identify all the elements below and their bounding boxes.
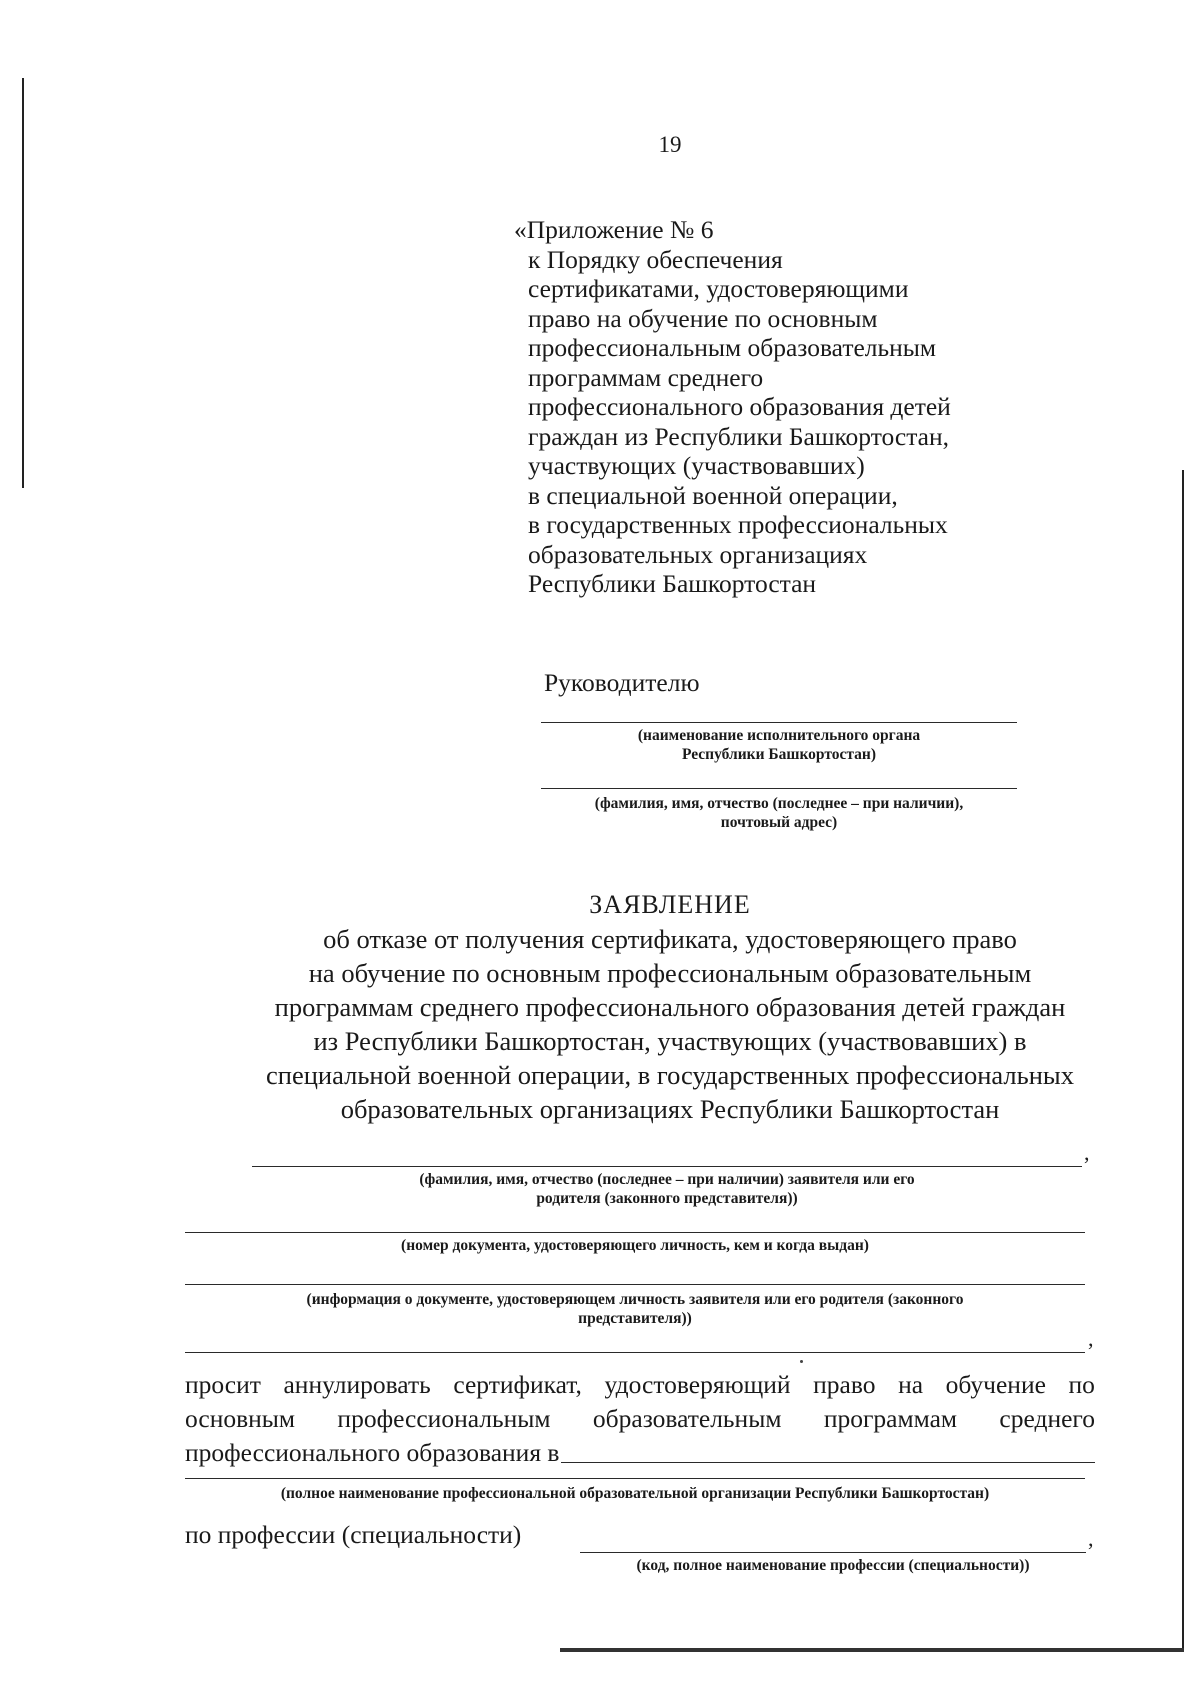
subtitle-line: специальной военной операции, в государственных профессиональных xyxy=(266,1060,1074,1090)
identity-document-hint: (номер документа, удостоверяющего личность, кем и когда выдан) xyxy=(401,1237,869,1254)
subtitle-line: на обучение по основным профессиональным образовательным xyxy=(308,958,1032,988)
addressee-label: Руководителю xyxy=(544,668,700,697)
subtitle-line: образовательных организациях Республики Башкортостан xyxy=(340,1094,1000,1124)
appendix-line: профессионального образования детей xyxy=(528,392,951,421)
organization-field[interactable] xyxy=(185,1478,1085,1479)
subtitle-line: об отказе от получения сертификата, удостоверяющего право xyxy=(323,924,1017,954)
request-line: просит аннулировать сертификат, удостоверяющий право на обучение по xyxy=(185,1370,1095,1399)
appendix-line: сертификатами, удостоверяющими xyxy=(528,274,909,303)
identity-document-field[interactable] xyxy=(185,1232,1085,1233)
appendix-line: граждан из Республики Башкортостан, xyxy=(528,421,950,451)
authority-name-field[interactable] xyxy=(541,722,1017,723)
parent-document-field-continuation[interactable] xyxy=(185,1352,1085,1353)
page-number: 19 xyxy=(658,132,682,157)
applicant-name-field[interactable] xyxy=(252,1166,1082,1167)
appendix-line: Республики Башкортостан xyxy=(528,569,817,598)
comma: , xyxy=(1088,1326,1094,1351)
profession-hint: (код, полное наименование профессии (специальности)) xyxy=(636,1557,1030,1574)
organization-field-start[interactable] xyxy=(561,1461,1095,1463)
profession-label: по профессии (специальности) xyxy=(185,1520,522,1549)
appendix-line: программам среднего xyxy=(528,362,764,392)
appendix-line: профессиональным образовательным xyxy=(528,333,937,362)
subtitle-line: из Республики Башкортостан, участвующих (участвовавших) в xyxy=(313,1026,1027,1056)
appendix-line: в специальной военной операции, xyxy=(528,480,898,510)
addressee-person-field[interactable] xyxy=(541,788,1017,789)
request-line: основным профессиональным образовательным программам среднего xyxy=(185,1404,1095,1433)
scan-speck xyxy=(800,1360,803,1363)
appendix-heading xyxy=(514,215,1048,599)
subtitle-line: программам среднего профессионального образования детей граждан xyxy=(274,992,1066,1022)
statement-title: ЗАЯВЛЕНИЕ xyxy=(589,890,751,919)
appendix-line: в государственных профессиональных xyxy=(528,510,948,539)
statement-subtitle xyxy=(150,922,1190,1126)
appendix-line: к Порядку обеспечения xyxy=(528,244,783,274)
authority-name-hint: (наименование исполнительного органа Республики Башкортостан) xyxy=(637,727,921,763)
comma: , xyxy=(1084,1140,1090,1165)
appendix-line: право на обучение по основным xyxy=(528,303,878,333)
addressee-person-hint: (фамилия, имя, отчество (последнее – при наличии), почтовый адрес) xyxy=(594,795,964,831)
appendix-line: «Приложение № 6 xyxy=(514,215,714,244)
request-text xyxy=(185,1368,1095,1470)
comma: , xyxy=(1088,1526,1094,1551)
parent-document-field[interactable] xyxy=(185,1284,1085,1285)
applicant-name-hint: (фамилия, имя, отчество (последнее – при наличии) заявителя или его родителя (законного представителя)) xyxy=(419,1171,915,1207)
parent-document-hint: (информация о документе, удостоверяющем личность заявителя или его родителя (законного представителя)) xyxy=(306,1291,964,1327)
appendix-line: участвующих (участвовавших) xyxy=(528,451,865,480)
scan-edge-bottom xyxy=(560,1648,1184,1652)
request-line: профессионального образования в xyxy=(185,1436,1095,1470)
organization-hint: (полное наименование профессиональной образовательной организации Республики Башкортостан) xyxy=(280,1485,990,1502)
profession-field[interactable] xyxy=(580,1552,1086,1553)
appendix-line: образовательных организациях xyxy=(528,539,868,569)
